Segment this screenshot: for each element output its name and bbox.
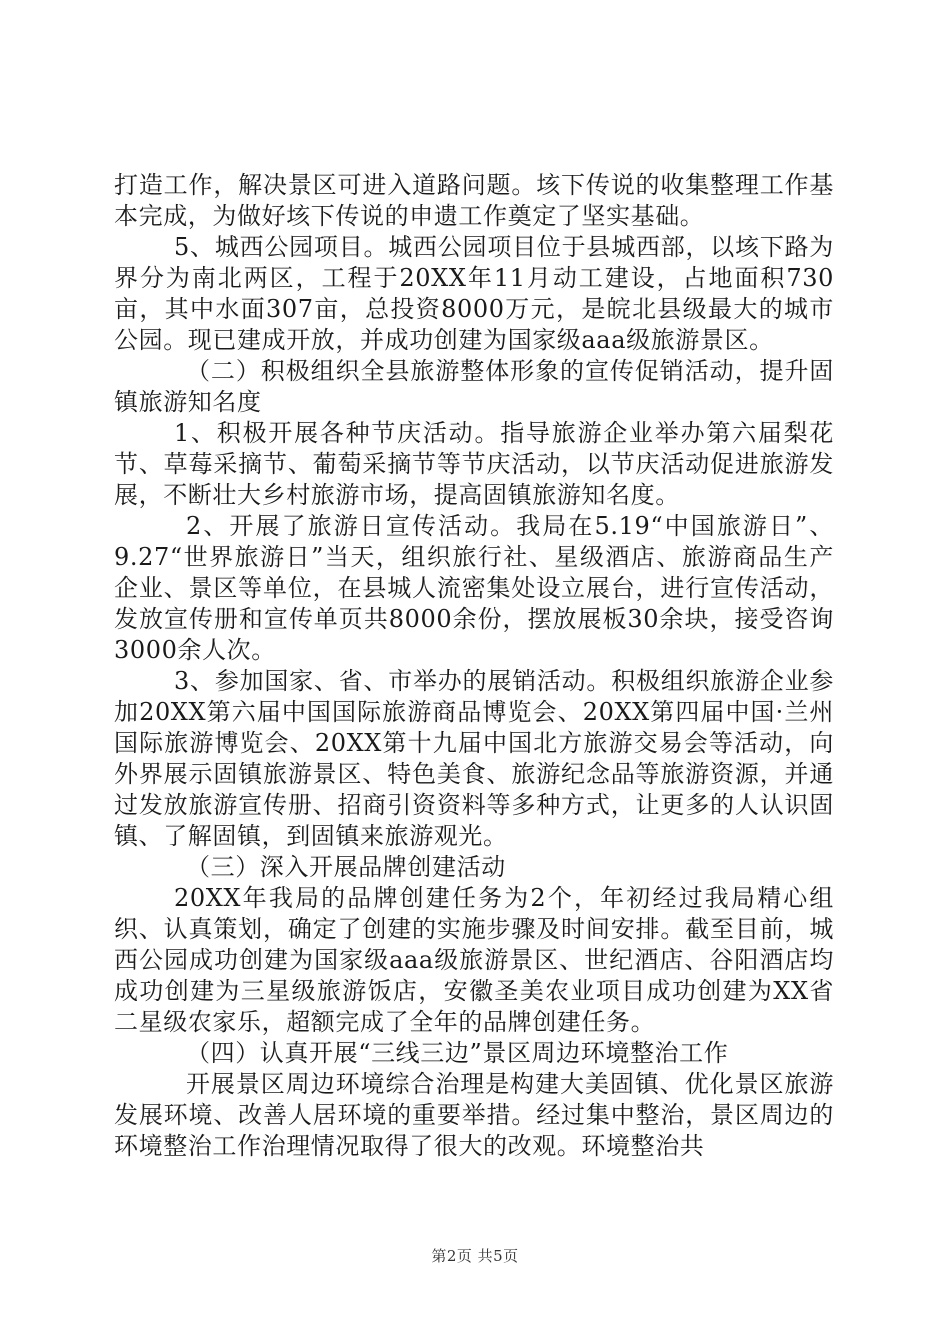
paragraph-brand: 20XX年我局的品牌创建任务为2个，年初经过我局精心组织、认真策划，确定了创建的实施步骤及时间安排。截至目前，城西公园成功创建为国家级aaa级旅游景区、世纪酒店、谷阳酒店均成功创建为三星级旅游饭店，安徽圣美农业项目成功创建为XX省二星级农家乐，超额完成了全年的品牌创建任务。 <box>114 884 834 1036</box>
paragraph-item-1: 1、积极开展各种节庆活动。指导旅游企业举办第六届梨花节、草莓采摘节、葡萄采摘节等节庆活动，以节庆活动促进旅游发展，不断壮大乡村旅游市场，提高固镇旅游知名度。 <box>114 419 834 509</box>
section-heading-2: （二）积极组织全县旅游整体形象的宣传促销活动，提升固镇旅游知名度 <box>114 357 834 416</box>
section-heading-3: （三）深入开展品牌创建活动 <box>186 853 506 881</box>
paragraph-item-3: 3、参加国家、省、市举办的展销活动。积极组织旅游企业参加20XX第六届中国国际旅游商品博览会、20XX第四届中国·兰州国际旅游博览会、20XX第十九届中国北方旅游交易会等活动，向外界展示固镇旅游景区、特色美食、旅游纪念品等旅游资源，并通过发放旅游宣传册、招商引资资料等多种方式，让更多的人认识固镇、了解固镇，到固镇来旅游观光。 <box>114 667 834 850</box>
section-heading-4: （四）认真开展“三线三边”景区周边环境整治工作 <box>186 1039 729 1067</box>
page-number-footer: 第2页 共5页 <box>431 1247 519 1265</box>
paragraph-item-5: 5、城西公园项目。城西公园项目位于县城西部，以垓下路为界分为南北两区，工程于20XX年11月动工建设，占地面积730亩，其中水面307亩，总投资8000万元，是皖北县级最大的城市公园。现已建成开放，并成功创建为国家级aaa级旅游景区。 <box>114 233 834 354</box>
paragraph-environment: 开展景区周边环境综合治理是构建大美固镇、优化景区旅游发展环境、改善人居环境的重要举措。经过集中整治，景区周边的环境整治工作治理情况取得了很大的改观。环境整治共 <box>114 1070 834 1160</box>
paragraph-continuation: 打造工作，解决景区可进入道路问题。垓下传说的收集整理工作基本完成，为做好垓下传说的申遗工作奠定了坚实基础。 <box>114 171 834 230</box>
paragraph-item-2: 2、开展了旅游日宣传活动。我局在5.19“中国旅游日”、9.27“世界旅游日”当天，组织旅行社、星级酒店、旅游商品生产企业、景区等单位，在县城人流密集处设立展台，进行宣传活动，发放宣传册和宣传单页共8000余份，摆放展板30余块，接受咨询3000余人次。 <box>114 512 834 664</box>
body-text <box>114 170 834 1162</box>
